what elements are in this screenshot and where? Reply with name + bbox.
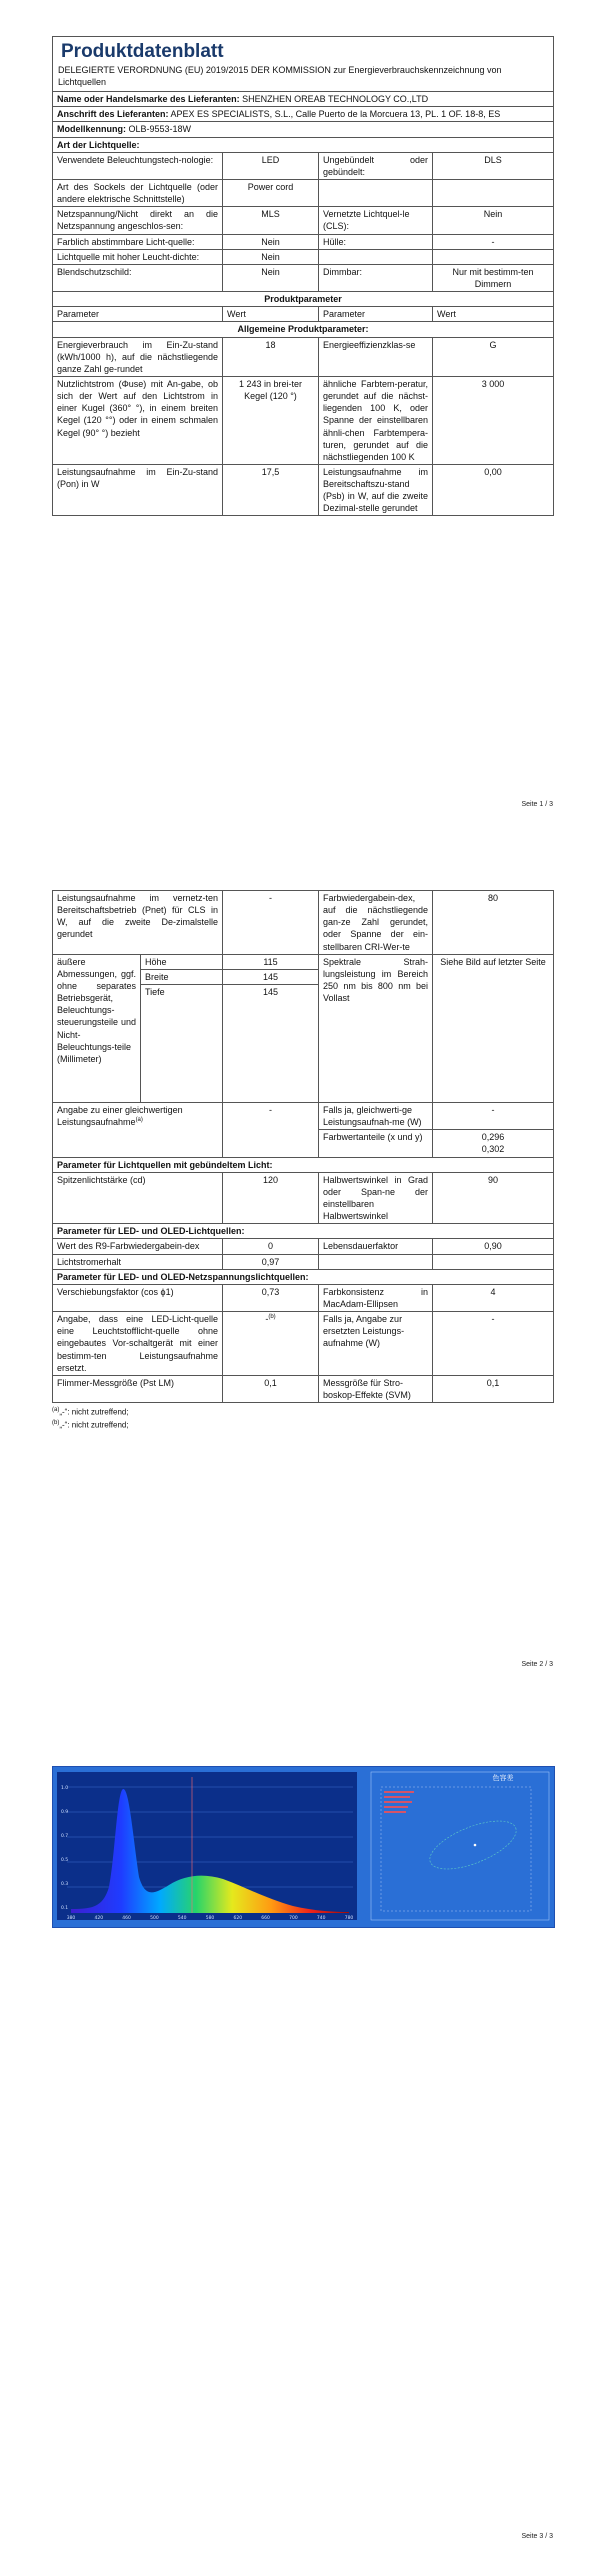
row-luminous-flux: Nutzlichtstrom (Φuse) mit An-gabe, ob sich der Wert auf den Lichtstrom in einer Kugel (360° °), in einem breiten Kegel (120 °°) oder in einem schmalen Kegel (90° °) bezieht 1 243 in brei-ter Kegel (120 °) ähnliche Farbtem-peratur, gerundet auf die nächst-liegenden 100 K, oder Spanne der einstellbaren ähnli-chen Farbtempera-turen, gerundet auf die nächstliegenden 100 K 3 000: [53, 376, 554, 464]
row-dimension-depth: Tiefe 145: [53, 984, 554, 1102]
row-chromaticity: Farbwertanteile (x und y) 0,296 0,302: [53, 1130, 554, 1157]
supplier-address: APEX ES SPECIALISTS, S.L., Calle Puerto de la Morcuera 13, PL. 1 OF. 18-8, ES: [170, 109, 501, 120]
x-tick-label: 780: [344, 1916, 354, 1921]
chart-title: 色容差: [492, 1774, 514, 1782]
row-flux-maintenance: Lichtstromerhalt 0,97: [53, 1254, 554, 1269]
row-energy: Energieverbrauch im Ein-Zu-stand (kWh/1000 h), auf die nächstliegende ganze Zahl ge-rundet 18 Energieeffizienzklas-se G: [53, 337, 554, 376]
footnotes: [52, 1406, 553, 1431]
y-tick-label: 1.0: [61, 1786, 69, 1791]
footnote-b: $^{(b)}$„-“: nicht zutreffend;: [52, 1419, 129, 1430]
regulation-text: DELEGIERTE VERORDNUNG (EU) 2019/2015 DER KOMMISSION zur Energieverbrauchskennzeichnung von Lichtquellen: [58, 64, 502, 87]
color-tolerance-panel: [371, 1772, 549, 1920]
page-3: [0, 1680, 603, 2560]
light-type-label: Art der Lichtquelle:: [53, 137, 554, 152]
supplier-name-label: Name oder Handelsmarke des Lieferanten:: [57, 94, 240, 105]
x-tick-label: 620: [233, 1916, 243, 1921]
row-antiglare: Blendschutzschild: Nein Dimmbar: Nur mit bestimm-ten Dimmern: [53, 264, 554, 291]
row-peak-intensity: Spitzenlichtstärke (cd) 120 Halbwertswinkel in Grad oder Span-ne der einstellbaren Halbwertswinkel 90: [53, 1172, 554, 1224]
column-header-row: Parameter Wert Parameter Wert: [53, 307, 554, 322]
datasheet-table-2: [52, 890, 554, 1403]
datasheet-table-1: [52, 36, 554, 516]
x-tick-label: 740: [316, 1916, 326, 1921]
row-r9: Wert des R9-Farbwiedergabein-dex 0 Lebensdauerfaktor 0,90: [53, 1239, 554, 1254]
directional-params-header: Parameter für Lichtquellen mit gebündeltem Licht:: [53, 1157, 554, 1172]
x-tick-label: 380: [66, 1916, 76, 1921]
general-params-header: Allgemeine Produktparameter:: [53, 322, 554, 337]
y-tick-label: 0.9: [61, 1810, 69, 1815]
page-number: Seite 2 / 3: [521, 1661, 553, 1668]
row-socket: Art des Sockels der Lichtquelle (oder andere elektrische Schnittstelle) Power cord: [53, 179, 554, 206]
x-tick-label: 500: [150, 1916, 159, 1921]
row-equivalent-power: Angabe zu einer gleichwertigen Leistungsaufnahme$^{(a)}$ - Falls ja, gleichwerti-ge Leistungsaufnah-me (W) -: [53, 1102, 554, 1129]
page-1: [0, 0, 603, 830]
row-power-on: Leistungsaufnahme im Ein-Zu-stand (Pon) in W 17,5 Leistungsaufnahme im Bereitschaftszu-stand (Psb) in W, auf die zweite Dezimal-stelle gerundet 0,00: [53, 464, 554, 516]
model-id: OLB-9553-18W: [128, 124, 192, 135]
footnote-a: $^{(a)}$„-“: nicht zutreffend;: [52, 1407, 129, 1417]
row-displacement-factor: Verschiebungsfaktor (cos ϕ1) 0,73 Farbkonsistenz in MacAdam-Ellipsen 4: [53, 1284, 554, 1311]
x-tick-label: 700: [289, 1916, 298, 1921]
y-tick-label: 0.7: [61, 1834, 69, 1839]
row-net-standby: Leistungsaufnahme im vernetz-ten Bereitschaftsbetrieb (Pnet) für CLS in W, auf die zweite De-zimalstelle gerundet - Farbwiedergabein-dex, auf die nächstliegende gan-ze Zahl gerundet, oder Spanne der ein-stellbaren CRI-Wer-te 80: [53, 891, 554, 955]
page-number: Seite 1 / 3: [521, 801, 553, 808]
row-dimension-width: Breite 145: [53, 969, 554, 984]
x-tick-label: 660: [261, 1916, 270, 1921]
page-2: [0, 830, 603, 1680]
mains-params-header: Parameter für LED- und OLED-Netzspannungslichtquellen:: [53, 1269, 554, 1284]
y-tick-label: 0.1: [61, 1906, 69, 1911]
row-flicker: Flimmer-Messgröße (Pst LM) 0,1 Messgröße für Stro-boskop-Effekte (SVM) 0,1: [53, 1375, 554, 1402]
spectrum-image: [52, 1766, 555, 1928]
x-tick-label: 540: [177, 1916, 187, 1921]
supplier-address-label: Anschrift des Lieferanten:: [57, 109, 169, 120]
page-number: Seite 3 / 3: [521, 2533, 553, 2540]
row-mains: Netzspannung/Nicht direkt an die Netzspannung angeschlos-sen: MLS Vernetzte Lichtquel-le (CLS): Nein: [53, 207, 554, 234]
dimensions-label: äußere Abmessungen, ggf. ohne separates Betriebsgerät, Beleuchtungs-steuerungsteile und Nicht-Beleuchtungs-teile (Millimeter): [53, 954, 141, 1102]
page-title: Produktdatenblatt: [61, 41, 224, 62]
led-params-header: Parameter für LED- und OLED-Lichtquellen:: [53, 1224, 554, 1239]
row-technology: Verwendete Beleuchtungstech-nologie: LED Ungebündelt oder gebündelt: DLS: [53, 152, 554, 179]
y-tick-label: 0.5: [61, 1858, 69, 1863]
x-tick-label: 460: [122, 1916, 131, 1921]
x-tick-label: 580: [205, 1916, 215, 1921]
x-tick-label: 420: [94, 1916, 104, 1921]
row-fluorescent-replacement: Angabe, dass eine LED-Licht-quelle eine Leuchtstofflicht-quelle ohne eingebautes Vor-schaltgerät mit einer bestimm-ten Leistungsaufnahme ersetzt. -$^{(b)}$ Falls ja, Angabe zur ersetzten Leistungs-aufnahme (W) -: [53, 1312, 554, 1376]
product-params-header: Produktparameter: [53, 292, 554, 307]
row-tunable: Farblich abstimmbare Licht-quelle: Nein Hülle: -: [53, 234, 554, 249]
chromaticity-point: [474, 1844, 477, 1847]
y-tick-label: 0.3: [61, 1882, 69, 1887]
supplier-name: SHENZHEN OREAB TECHNOLOGY CO.,LTD: [242, 94, 429, 105]
model-label: Modellkennung:: [57, 124, 126, 135]
row-dimension-height: äußere Abmessungen, ggf. ohne separates Betriebsgerät, Beleuchtungs-steuerungsteile und Nicht-Beleuchtungs-teile (Millimeter) Höhe 115 Spektrale Strah-lungsleistung im Bereich 250 nm bis 800 nm bei Vollast Siehe Bild auf letzter Seite: [53, 954, 554, 969]
spectrum-graphic: [53, 1767, 554, 1927]
row-high-luminance: Lichtquelle mit hoher Leucht-dichte: Nein: [53, 249, 554, 264]
